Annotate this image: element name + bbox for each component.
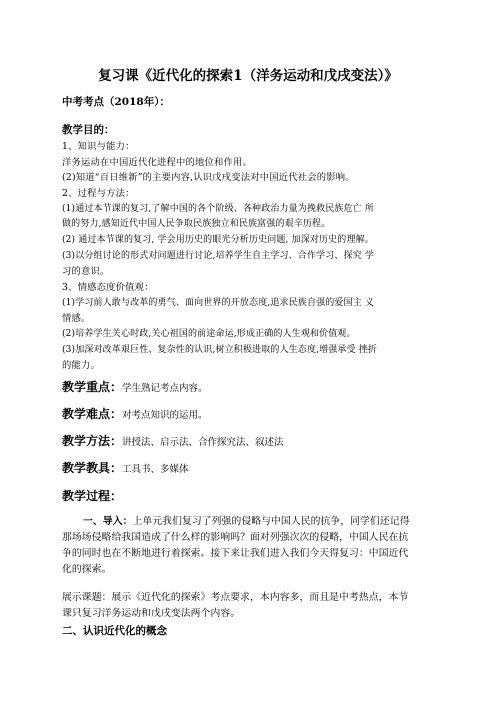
tools-label: 教学教具： (62, 461, 123, 475)
objective-line: (2) 通过本节课的复习, 学会用历史的眼光分析历史问题, 加深对历史的理解。 (62, 235, 374, 245)
methods-value: 讲授法、启示法、合作探究法、叙述法 (122, 437, 284, 448)
objective-line: (2)知道“百日维新”的主要内容,认识戊戌变法对中国近代社会的影响。 (62, 172, 355, 183)
intro-label: 一、导入： (83, 516, 133, 527)
objective-line: 做的努力,感知近代中国人民争取民族独立和民族富强的艰辛历程。 (62, 219, 331, 229)
objective-line: 习的意识。 (62, 266, 110, 277)
objectives-heading: 教学目的： (62, 124, 115, 136)
intro-line: 争的同时也在不断地进行着探索。接下来让我们进入我们今天得复习：中国近代 (62, 548, 409, 559)
objective-line: (3)以分组讨论的形式对问题进行讨论,培养学生自主学习、合作学习、探究 学 (62, 251, 375, 261)
methods-label: 教学方法： (62, 434, 123, 448)
objective-line: 的能力。 (62, 360, 100, 371)
section-2-heading: 二、认识近代化的概念 (62, 625, 167, 637)
objective-line: (1)学习前人敢与改革的勇气、面向世界的开放态度,追求民族自强的爱国主 义 (62, 298, 375, 308)
key-points-label: 教学重点： (62, 380, 123, 394)
tools (62, 459, 189, 476)
difficulty-value: 对考点知识的运用。 (122, 410, 208, 421)
objective-line: 洋务运动在中国近代化进程中的地位和作用。 (62, 157, 252, 168)
intro-line: 那场场侵略给我国造成了什么样的影响吗？面对列强次次的侵略，中国人民在抗 (62, 532, 409, 543)
difficulty-label: 教学难点： (62, 407, 123, 421)
methods (62, 432, 284, 449)
show-line: 课只复习洋务运动和戊戌变法两个内容。 (62, 608, 241, 619)
exam-points-heading: 中考考点（2018年）： (62, 96, 170, 108)
process-heading: 教学过程： (62, 489, 123, 503)
objective-line: (3)加深对改革艰巨性、复杂性的认识,树立积极进取的人生态度,增强承受 挫折 (62, 345, 378, 355)
show-line: 展示课题：展示《近代化的探索》考点要求，本内容多，而且是中考热点，本节 (62, 592, 409, 603)
intro-text: 上单元我们复习了列强的侵略与中国人民的抗争，同学们还记得 (132, 516, 410, 527)
key-points-value: 学生熟记考点内容。 (122, 383, 208, 394)
objective-line: (2)培养学生关心时政,关心祖国的前途命运,形成正确的人生观和价值观。 (62, 329, 356, 339)
objective-line: 2、过程与方法： (62, 188, 135, 199)
objective-line: 情感。 (62, 313, 91, 324)
key-points (62, 378, 208, 395)
document-title: 复习课《近代化的探索1（洋务运动和戊戌变法）》 (98, 68, 398, 84)
difficulty (62, 405, 208, 422)
objective-line: 3、情感态度价值观： (62, 282, 154, 293)
objective-line: (1)通过本节课的复习,了解中国的各个阶级、各种政治力量为挽救民族危亡 所 (62, 204, 375, 214)
intro-line: 化的探索。 (62, 564, 112, 575)
intro-line (83, 513, 410, 527)
objective-line: 1、知识与能力： (62, 141, 135, 152)
tools-value: 工具书、多媒体 (122, 464, 189, 475)
